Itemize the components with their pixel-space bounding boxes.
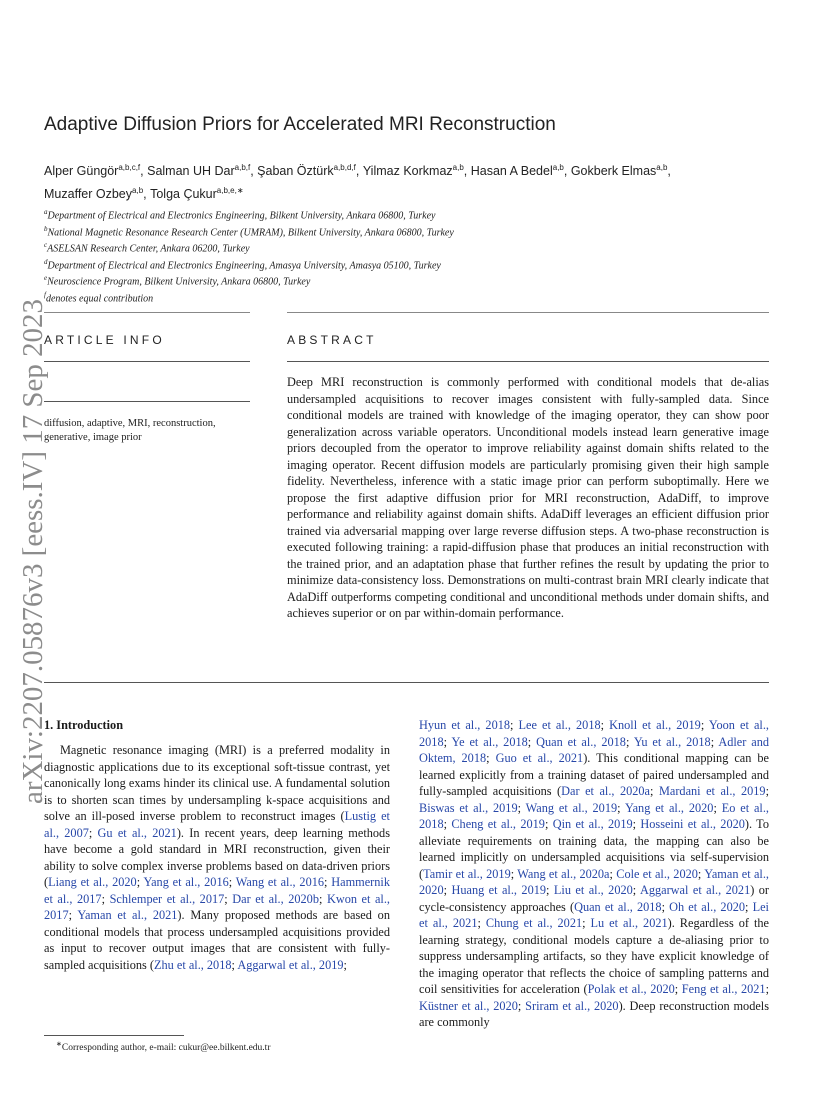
citation-link[interactable]: Gu et al., 2021 [97, 825, 177, 840]
citation-link[interactable]: Wang et al., 2020a [517, 866, 610, 881]
citation-link[interactable]: Yaman et al., 2020 [419, 866, 769, 897]
citation-link[interactable]: Yang et al., 2020 [624, 800, 714, 815]
affiliation [44, 223, 744, 240]
affiliation-mark: e [44, 274, 48, 283]
left-column [44, 717, 390, 973]
body-text: ; [713, 800, 722, 815]
author [471, 164, 571, 178]
affiliation-mark: c [44, 241, 48, 250]
affiliation [44, 206, 744, 223]
affiliation-text: denotes equal contribution [45, 292, 154, 304]
arxiv-identifier: arXiv:2207.05876v3 [eess.IV] 17 Sep 2023 [17, 298, 49, 804]
citation-link[interactable]: Sriram et al., 2020 [525, 998, 619, 1013]
citation-link[interactable]: Dar et al., 2020a [561, 784, 651, 798]
article-info-heading-rule [44, 361, 250, 362]
author [363, 164, 471, 178]
footnote-rule [44, 1035, 184, 1036]
body-text: ; [661, 899, 670, 914]
body-text: Magnetic resonance imaging (MRI) is a preferred modality in diagnostic applications due to its exceptional soft-tissue contrast, yet canonically long exams hinder its clinical use. A fundamental solution is to shorten scan times by undersampling k-space acquisitions and solve an ill-posed inverse problem to reconstruct images ( [44, 743, 390, 823]
body-text: ; [650, 784, 659, 798]
body-text: ; [443, 734, 452, 749]
citation-link[interactable]: Dar et al., 2020b [232, 891, 319, 906]
author-separator: , [355, 164, 363, 179]
author-affiliation-marks: a,b [132, 186, 144, 196]
section-heading-introduction: 1. Introduction [44, 718, 124, 732]
body-text: ; [228, 875, 236, 889]
body-text: ; [527, 734, 537, 749]
author-name: Tolga Çukur [150, 187, 217, 202]
body-text: ; [609, 866, 617, 881]
citation-link[interactable]: Quan et al., 2018 [574, 899, 662, 914]
body-text: ; [88, 825, 98, 840]
author [571, 164, 671, 178]
citation-link[interactable]: Aggarwal et al., 2019 [237, 957, 344, 972]
body-text: ). In recent years, deep learning methods have become a gold standard in MRI reconstruction, given their ability to solve complex inverse problems based on data-driven priors ( [44, 825, 390, 889]
citation-link[interactable]: Lei et al., 2021 [419, 899, 769, 930]
right-column [419, 717, 769, 1031]
abstract-top-rule [287, 312, 769, 313]
body-text: ; [324, 875, 332, 889]
affiliation-text: Department of Electrical and Electronics Engineering, Amasya University, Amasya 05100, Turkey [47, 259, 441, 271]
citation-link[interactable]: Zhu et al., 2018 [153, 957, 232, 972]
citation-link[interactable]: Küstner et al., 2020 [419, 998, 518, 1013]
author-name: Alper Güngör [44, 164, 119, 179]
author-list [44, 158, 744, 204]
affiliation-mark: a [44, 208, 48, 216]
body-text: ; [632, 883, 640, 897]
author-affiliation-marks: a,b,e,∗ [216, 186, 244, 196]
body-text: ; [517, 800, 526, 815]
body-text: ; [443, 817, 452, 831]
body-text: ; [765, 982, 769, 996]
citation-link[interactable]: Yaman et al., 2021 [77, 908, 178, 922]
front-matter-bottom-rule [44, 682, 769, 683]
author-separator: , [140, 164, 148, 179]
author [44, 164, 147, 178]
body-text: ). Regardless of the learning strategy, conditional models capture a de-aliasing prior to suppress undersampling artifacts, so they have explicit knowledge of the imaging operator that reflects the choice of sampling patterns and coil sensitivities for acceleration ( [419, 916, 769, 996]
intro-paragraph-left [44, 742, 390, 973]
body-text: ; [68, 908, 78, 922]
body-text: ; [136, 875, 144, 889]
author-affiliation-marks: a,b,c,f [118, 163, 141, 172]
citation-link[interactable]: Huang et al., 2019 [451, 883, 547, 897]
keywords-top-rule [44, 401, 250, 402]
citation-link[interactable]: Mardani et al., 2019 [658, 784, 766, 798]
intro-paragraph-right [419, 717, 769, 1031]
body-text: ; [765, 784, 769, 798]
citation-link[interactable]: Knoll et al., 2019 [609, 718, 701, 732]
citation-link[interactable]: Hosseini et al., 2020 [640, 817, 745, 831]
citation-link[interactable]: Qin et al., 2019 [552, 817, 633, 831]
author [257, 164, 363, 178]
citation-link[interactable]: Oh et al., 2020 [669, 899, 746, 914]
body-text: ; [625, 734, 634, 749]
author-name: Hasan A Bedel [470, 164, 553, 179]
affiliation [44, 289, 744, 306]
affiliation [44, 239, 744, 256]
affiliation-text: ASELSAN Research Center, Ankara 06200, Turkey [47, 243, 250, 255]
affiliation [44, 256, 744, 273]
body-text: ; [510, 718, 519, 732]
author-separator: , [250, 164, 258, 179]
citation-link[interactable]: Tamir et al., 2019 [423, 866, 511, 881]
footnote-text: Corresponding author, e-mail: cukur@ee.bilkent.edu.tr [61, 1043, 271, 1054]
affiliation-text: Department of Electrical and Electronics Engineering, Bilkent University, Ankara 06800, Turkey [47, 210, 436, 222]
affiliation [44, 272, 744, 289]
author-affiliation-marks: a,b [452, 163, 464, 172]
citation-link[interactable]: Lu et al., 2021 [590, 916, 668, 930]
affiliation-text: Neuroscience Program, Bilkent University, Ankara 06800, Turkey [47, 276, 311, 288]
body-text: ; [101, 891, 110, 906]
body-text: ; [544, 817, 553, 831]
citation-link[interactable]: Biswas et al., 2019 [419, 800, 518, 815]
corresponding-author-footnote [56, 1040, 386, 1053]
body-text: ) or cycle-consistency approaches ( [419, 883, 769, 914]
body-text: ; [600, 718, 610, 732]
body-text: ; [710, 734, 719, 749]
author-affiliation-marks: a,b,d,f [333, 163, 356, 172]
affiliation-text: National Magnetic Resonance Research Center (UMRAM), Bilkent University, Ankara 06800, Turkey [47, 226, 454, 238]
author [147, 164, 257, 178]
author-name: Gokberk Elmas [570, 164, 657, 179]
citation-link[interactable]: Yoon et al., 2018 [419, 718, 769, 749]
citation-link[interactable]: Aggarwal et al., 2021 [639, 883, 751, 897]
affiliation-mark: b [44, 224, 48, 233]
body-text: ; [745, 899, 753, 914]
author [150, 187, 243, 201]
body-text: ; [700, 718, 709, 732]
citation-link[interactable]: Wang et al., 2016 [235, 875, 325, 889]
citation-link[interactable]: Polak et al., 2020 [587, 982, 675, 996]
citation-link[interactable]: Lustig et al., 2007 [44, 809, 390, 840]
body-text: ; [674, 982, 682, 996]
citation-link[interactable]: Liu et al., 2020 [553, 883, 633, 897]
abstract-heading: ABSTRACT [287, 333, 377, 347]
body-text: ; [486, 751, 496, 765]
citation-link[interactable]: Kwon et al., 2017 [44, 891, 390, 922]
body-text: ; [517, 998, 526, 1013]
body-text: ; [318, 891, 327, 906]
body-text: ; [632, 817, 641, 831]
article-info-heading: ARTICLE INFO [44, 333, 165, 347]
citation-link[interactable]: Cheng et al., 2019 [451, 817, 545, 831]
paper-title: Adaptive Diffusion Priors for Accelerated MRI Reconstruction [44, 114, 556, 135]
citation-link[interactable]: Yang et al., 2016 [143, 875, 229, 889]
affiliation-mark: f [44, 290, 46, 299]
author-name: Muzaffer Ozbey [44, 187, 133, 202]
abstract-text: Deep MRI reconstruction is commonly performed with conditional models that de-alias undersampled acquisitions to recover images consistent with fully-sampled data. Since conditional models are trained with knowledge of the imaging operator, they can show poor generalization across variable operators. Unconditional models instead learn generative image priors decoupled from the operator to improve reliability against domain shifts related to the imaging operator. Recent diffusion models are particularly promising given their high sample fidelity. Nevertheless, inference with a static image prior can perform suboptimally. Here we propose the first adaptive diffusion prior for MRI reconstruction, AdaDiff, to improve performance and reliability against domain shifts. AdaDiff leverages an efficient diffusion prior trained via adversarial mapping over large reverse diffusion steps. A two-phase reconstruction is executed following training: a rapid-diffusion phase that produces an initial reconstruction with the trained prior, and an adaptation phase that further refines the result by updating the prior to minimize data-consistency loss. Demonstrations on multi-contrast brain MRI clearly indicate that AdaDiff outperforms competing conditional and unconditional methods under domain shifts, and achieves superior or on par within-domain performance. [287, 375, 769, 620]
body-text: ; [582, 916, 591, 930]
citation-link[interactable]: Liang et al., 2020 [48, 875, 137, 889]
body-text: ; [510, 866, 518, 881]
citation-link[interactable]: Schlemper et al., 2017 [109, 891, 225, 906]
author-affiliation-marks: a,b [656, 163, 668, 172]
body-text: ). Deep reconstruction models are commonly [419, 998, 769, 1029]
citation-link[interactable]: Yu et al., 2018 [633, 734, 711, 749]
author-separator: , [667, 164, 671, 179]
citation-link[interactable]: Adler and Oktem, 2018 [419, 734, 769, 765]
body-text: ; [443, 883, 452, 897]
citation-link[interactable]: Chung et al., 2021 [485, 916, 583, 930]
body-text: ; [697, 866, 705, 881]
body-text: ; [546, 883, 554, 897]
citation-link[interactable]: Lee et al., 2018 [518, 718, 601, 732]
author-separator: , [143, 187, 151, 202]
keywords: diffusion, adaptive, MRI, reconstruction, generative, image prior [44, 418, 216, 443]
abstract-heading-rule [287, 361, 769, 362]
author-affiliation-marks: a,b [552, 163, 564, 172]
citation-link[interactable]: Guo et al., 2021 [495, 751, 584, 765]
footnote-mark: ∗ [56, 1040, 62, 1048]
citation-link[interactable]: Wang et al., 2019 [525, 800, 618, 815]
author-name: Yilmaz Korkmaz [362, 164, 453, 179]
body-text: ; [343, 957, 347, 972]
body-text: ). This conditional mapping can be learned explicitly from a training dataset of paired undersampled and fully-sampled acquisitions ( [419, 751, 769, 798]
article-info-top-rule [44, 312, 250, 313]
author-affiliation-marks: a,b,f [234, 163, 251, 172]
author-name: Salman UH Dar [147, 164, 235, 179]
body-text: ). To alleviate requirements on training data, the mapping can also be learned implicitly on undersampled acquisitions via self-supervision ( [419, 817, 769, 881]
citation-link[interactable]: Quan et al., 2018 [536, 734, 626, 749]
author-name: Şaban Öztürk [257, 164, 334, 179]
body-text: ; [477, 916, 486, 930]
body-text: ; [224, 891, 233, 906]
citation-link[interactable]: Feng et al., 2021 [681, 982, 766, 996]
author-separator: , [563, 164, 571, 179]
citation-link[interactable]: Cole et al., 2020 [616, 866, 698, 881]
affiliation-list [44, 206, 744, 305]
author-separator: , [463, 164, 471, 179]
citation-link[interactable]: Eo et al., 2018 [419, 800, 769, 831]
body-text: ; [231, 957, 238, 972]
body-text: ). Many proposed methods are based on conditional models that process undersampled acquisitions provided as input to recover output images that are consistent with fully-sampled acquisitions ( [44, 908, 390, 972]
citation-link[interactable]: Hyun et al., 2018 [419, 718, 511, 732]
affiliation-mark: d [44, 257, 48, 266]
citation-link[interactable]: Ye et al., 2018 [451, 734, 528, 749]
author [44, 187, 150, 201]
citation-link[interactable]: Hammernik et al., 2017 [44, 875, 390, 906]
body-text: ; [617, 800, 625, 815]
